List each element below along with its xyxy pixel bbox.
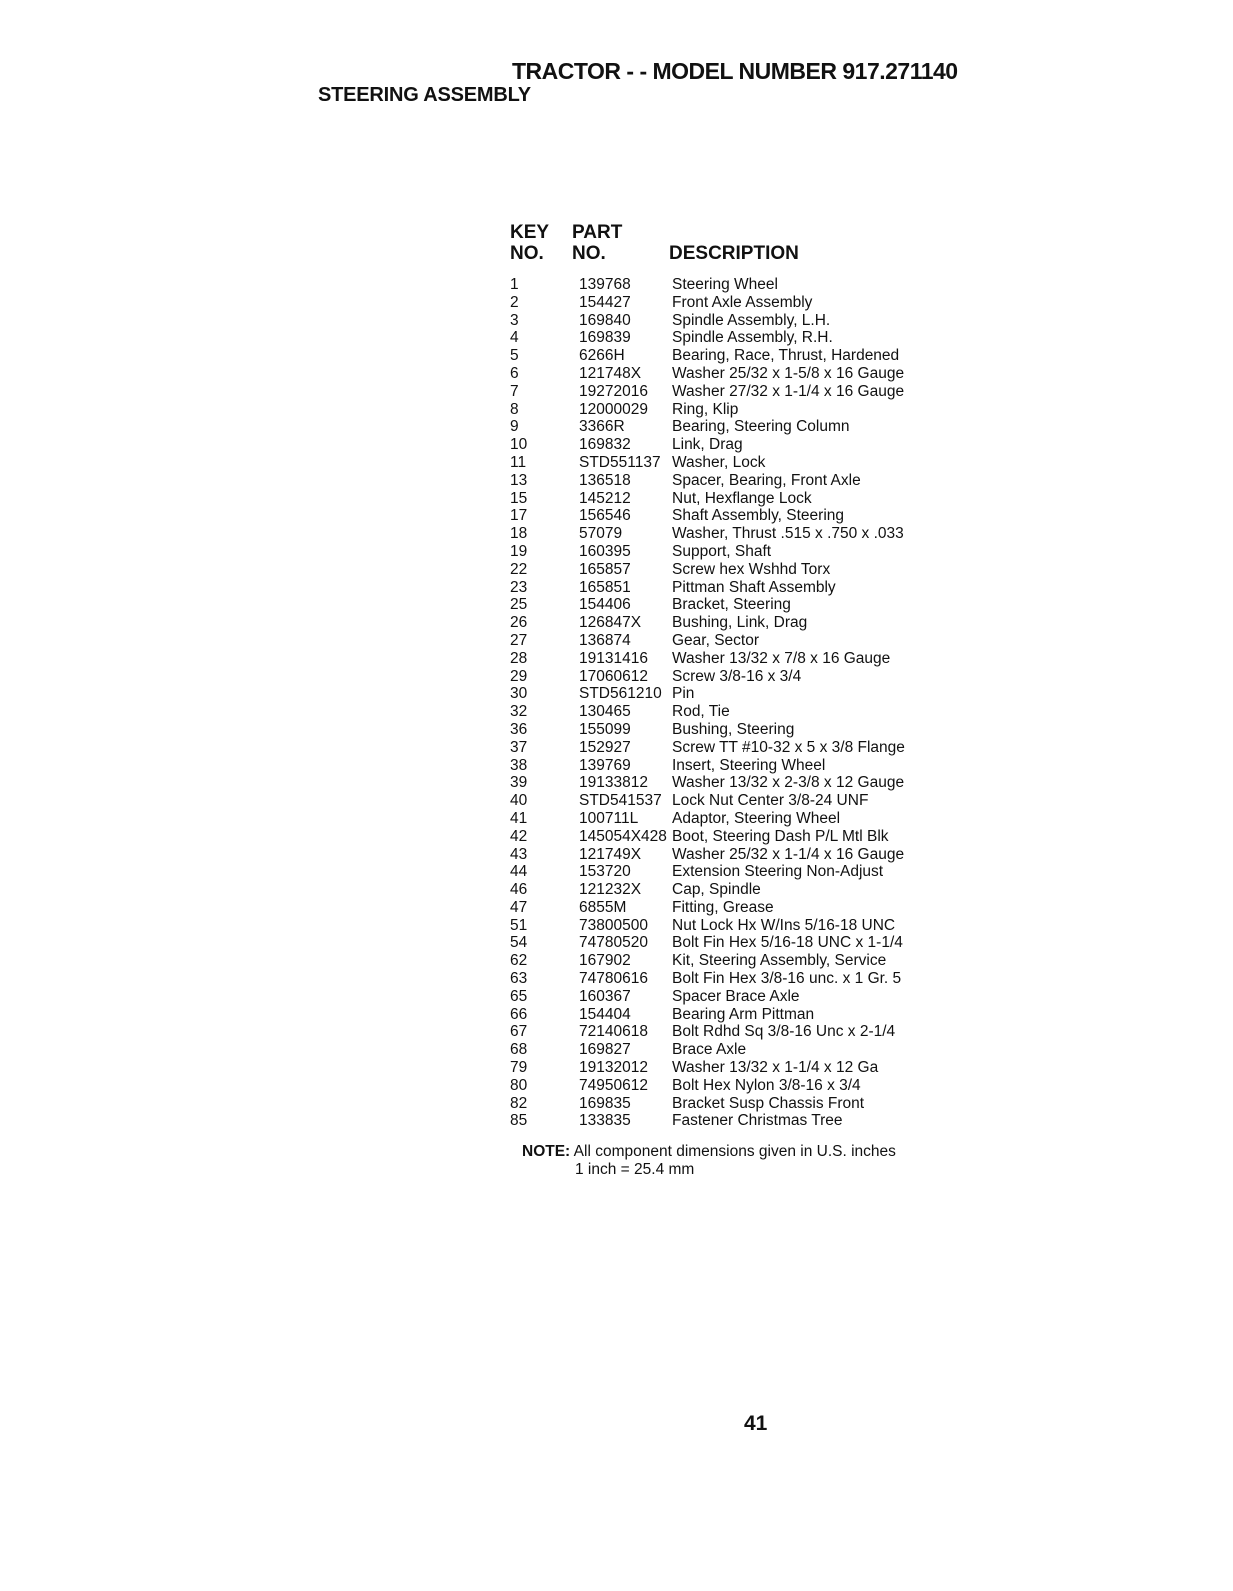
key-number: 8 <box>510 400 519 418</box>
part-number: 73800500 <box>579 916 648 934</box>
key-number: 3 <box>510 311 519 329</box>
part-description: Spacer, Bearing, Front Axle <box>672 471 861 489</box>
key-number: 27 <box>510 631 528 649</box>
part-number: 72140618 <box>579 1023 648 1041</box>
parts-row <box>510 329 950 347</box>
part-number: 74780616 <box>579 970 648 988</box>
key-number: 40 <box>510 792 528 810</box>
key-number: 29 <box>510 667 528 685</box>
part-number: 169832 <box>579 436 631 454</box>
part-description: Adaptor, Steering Wheel <box>672 809 841 827</box>
part-description: Bushing, Steering <box>672 720 795 738</box>
part-number: 153720 <box>579 863 631 881</box>
part-description: Gear, Sector <box>672 631 760 649</box>
parts-row <box>510 846 950 864</box>
part-number: 152927 <box>579 738 631 756</box>
part-description: Washer, Lock <box>672 453 766 471</box>
part-number: 19131416 <box>579 649 648 667</box>
part-description: Washer 13/32 x 1-1/4 x 12 Ga <box>672 1059 879 1077</box>
part-description: Boot, Steering Dash P/L Mtl Blk <box>672 827 889 845</box>
key-number: 66 <box>510 1005 528 1023</box>
part-description: Rod, Tie <box>672 703 730 721</box>
part-number: 160367 <box>579 987 631 1005</box>
part-description: Insert, Steering Wheel <box>672 756 826 774</box>
key-column-header <box>510 222 549 264</box>
parts-row <box>510 828 950 846</box>
part-number: 155099 <box>579 720 631 738</box>
parts-row <box>510 739 950 757</box>
key-number: 38 <box>510 756 528 774</box>
key-number: 47 <box>510 898 528 916</box>
part-description: Pin <box>672 685 695 703</box>
key-number: 6 <box>510 364 519 382</box>
parts-row <box>510 561 950 579</box>
part-number: 6855M <box>579 898 627 916</box>
key-number: 18 <box>510 525 528 543</box>
part-column-header <box>572 222 622 264</box>
part-number: 169835 <box>579 1094 631 1112</box>
parts-row <box>510 1059 950 1077</box>
part-description: Extension Steering Non-Adjust <box>672 863 884 881</box>
part-description: Bearing, Steering Column <box>672 418 850 436</box>
part-number: 136874 <box>579 631 631 649</box>
parts-row <box>510 774 950 792</box>
part-description: Bolt Rdhd Sq 3/8-16 Unc x 2-1/4 <box>672 1023 896 1041</box>
part-number: 57079 <box>579 525 623 543</box>
key-number: 30 <box>510 685 528 703</box>
part-number: 19133812 <box>579 774 648 792</box>
key-number: 1 <box>510 276 519 293</box>
key-number: 28 <box>510 649 528 667</box>
part-description: Bracket, Steering <box>672 596 791 614</box>
part-description: Spindle Assembly, R.H. <box>672 329 833 347</box>
part-number: 169840 <box>579 311 631 329</box>
key-number: 68 <box>510 1041 528 1059</box>
key-number: 37 <box>510 738 528 756</box>
parts-row <box>510 632 950 650</box>
part-description: Washer 27/32 x 1-1/4 x 16 Gauge <box>672 382 905 400</box>
parts-row <box>510 454 950 472</box>
parts-row <box>510 543 950 561</box>
parts-row <box>510 401 950 419</box>
part-description: Washer 25/32 x 1-5/8 x 16 Gauge <box>672 364 905 382</box>
parts-row <box>510 792 950 810</box>
key-header-line2: NO. <box>510 243 544 264</box>
part-number: 169839 <box>579 329 631 347</box>
page-number: 41 <box>744 1412 768 1435</box>
parts-row <box>510 863 950 881</box>
parts-row <box>510 988 950 1006</box>
parts-row <box>510 507 950 525</box>
key-number: 51 <box>510 916 528 934</box>
key-number: 26 <box>510 614 528 632</box>
part-number: 169827 <box>579 1041 631 1059</box>
part-description: Fastener Christmas Tree <box>672 1112 843 1130</box>
parts-row <box>510 917 950 935</box>
parts-row <box>510 881 950 899</box>
part-description: Spindle Assembly, L.H. <box>672 311 831 329</box>
part-number: 165851 <box>579 578 631 596</box>
part-description: Bolt Fin Hex 3/8-16 unc. x 1 Gr. 5 <box>672 970 902 988</box>
parts-row <box>510 596 950 614</box>
key-number: 15 <box>510 489 528 507</box>
part-number: 17060612 <box>579 667 648 685</box>
part-description: Bracket Susp Chassis Front <box>672 1094 865 1112</box>
part-number: 133835 <box>579 1112 631 1130</box>
part-description: Kit, Steering Assembly, Service <box>672 952 887 970</box>
parts-row <box>510 810 950 828</box>
parts-row <box>510 383 950 401</box>
part-number: 19272016 <box>579 382 648 400</box>
parts-row <box>510 685 950 703</box>
parts-row <box>510 703 950 721</box>
parts-row <box>510 472 950 490</box>
part-header-line1: PART <box>572 222 623 243</box>
part-number: 121748X <box>579 364 642 382</box>
part-number: STD561210 <box>579 685 662 703</box>
parts-row <box>510 1112 950 1130</box>
description-column-header: DESCRIPTION <box>669 243 799 264</box>
parts-row <box>510 721 950 739</box>
key-number: 85 <box>510 1112 528 1130</box>
key-number: 44 <box>510 863 528 881</box>
part-description: Nut, Hexflange Lock <box>672 489 812 507</box>
part-number: 121232X <box>579 881 642 899</box>
key-number: 36 <box>510 720 528 738</box>
part-description: Support, Shaft <box>672 542 772 560</box>
key-number: 7 <box>510 382 519 400</box>
part-number: 74950612 <box>579 1076 648 1094</box>
section-title: STEERING ASSEMBLY <box>318 84 531 106</box>
part-number: 3366R <box>579 418 625 436</box>
key-number: 17 <box>510 507 528 525</box>
key-number: 43 <box>510 845 528 863</box>
part-number: 165857 <box>579 560 631 578</box>
key-number: 9 <box>510 418 519 436</box>
part-description: Steering Wheel <box>672 276 778 293</box>
part-description: Washer 13/32 x 2-3/8 x 12 Gauge <box>672 774 905 792</box>
note-text: All component dimensions given in U.S. inches <box>573 1143 896 1160</box>
part-description: Spacer Brace Axle <box>672 987 800 1005</box>
parts-row <box>510 436 950 454</box>
parts-row <box>510 899 950 917</box>
part-description: Shaft Assembly, Steering <box>672 507 845 525</box>
key-number: 54 <box>510 934 528 952</box>
part-description: Bearing Arm Pittman <box>672 1005 815 1023</box>
parts-row <box>510 1006 950 1024</box>
part-description: Brace Axle <box>672 1041 747 1059</box>
key-number: 39 <box>510 774 528 792</box>
part-number: 145212 <box>579 489 631 507</box>
part-number: 154404 <box>579 1005 631 1023</box>
key-number: 82 <box>510 1094 528 1112</box>
key-number: 46 <box>510 881 528 899</box>
parts-row <box>510 276 950 294</box>
part-number: 154427 <box>579 293 631 311</box>
part-number: 139768 <box>579 276 631 293</box>
key-number: 41 <box>510 809 528 827</box>
key-number: 10 <box>510 436 528 454</box>
parts-row <box>510 1023 950 1041</box>
part-number: STD551137 <box>579 453 661 471</box>
page-title: TRACTOR - - MODEL NUMBER 917.271140 <box>512 58 958 84</box>
parts-row <box>510 934 950 952</box>
part-number: STD541537 <box>579 792 662 810</box>
parts-row <box>510 490 950 508</box>
parts-row <box>510 614 950 632</box>
part-description: Bearing, Race, Thrust, Hardened <box>672 347 900 365</box>
key-number: 62 <box>510 952 528 970</box>
part-number: 145054X428 <box>579 827 667 845</box>
part-description: Link, Drag <box>672 436 743 454</box>
parts-list <box>510 276 950 1130</box>
key-number: 63 <box>510 970 528 988</box>
part-description: Bolt Fin Hex 5/16-18 UNC x 1-1/4 <box>672 934 903 952</box>
parts-row <box>510 1077 950 1095</box>
part-number: 130465 <box>579 703 631 721</box>
parts-row <box>510 668 950 686</box>
note <box>522 1143 896 1161</box>
key-number: 42 <box>510 827 528 845</box>
parts-row <box>510 365 950 383</box>
key-header-line1: KEY <box>510 222 550 243</box>
part-description: Ring, Klip <box>672 400 739 418</box>
part-description: Washer 13/32 x 7/8 x 16 Gauge <box>672 649 891 667</box>
part-number: 19132012 <box>579 1059 648 1077</box>
part-description: Bolt Hex Nylon 3/8-16 x 3/4 <box>672 1076 861 1094</box>
part-number: 156546 <box>579 507 631 525</box>
key-number: 23 <box>510 578 528 596</box>
parts-row <box>510 294 950 312</box>
part-number: 136518 <box>579 471 631 489</box>
parts-row <box>510 757 950 775</box>
key-number: 13 <box>510 471 528 489</box>
part-number: 160395 <box>579 542 631 560</box>
part-description: Front Axle Assembly <box>672 293 813 311</box>
part-description: Screw 3/8-16 x 3/4 <box>672 667 802 685</box>
note-label: NOTE: <box>522 1143 571 1160</box>
note-conversion: 1 inch = 25.4 mm <box>575 1161 695 1178</box>
key-number: 4 <box>510 329 519 347</box>
key-number: 79 <box>510 1059 528 1077</box>
part-number: 12000029 <box>579 400 648 418</box>
part-number: 154406 <box>579 596 631 614</box>
parts-row <box>510 1041 950 1059</box>
key-number: 25 <box>510 596 528 614</box>
part-description: Lock Nut Center 3/8-24 UNF <box>672 792 869 810</box>
part-number: 139769 <box>579 756 631 774</box>
parts-row <box>510 312 950 330</box>
part-number: 126847X <box>579 614 642 632</box>
parts-row <box>510 418 950 436</box>
part-description: Fitting, Grease <box>672 898 774 916</box>
part-description: Bushing, Link, Drag <box>672 614 808 632</box>
part-number: 74780520 <box>579 934 648 952</box>
part-description: Screw TT #10-32 x 5 x 3/8 Flange <box>672 738 905 756</box>
part-description: Washer 25/32 x 1-1/4 x 16 Gauge <box>672 845 905 863</box>
key-number: 11 <box>510 453 527 471</box>
part-number: 6266H <box>579 347 625 365</box>
key-number: 22 <box>510 560 528 578</box>
parts-row <box>510 952 950 970</box>
part-description: Screw hex Wshhd Torx <box>672 560 831 578</box>
part-number: 121749X <box>579 845 642 863</box>
key-number: 32 <box>510 703 528 721</box>
key-number: 2 <box>510 293 519 311</box>
parts-row <box>510 1095 950 1113</box>
key-number: 65 <box>510 987 528 1005</box>
parts-row <box>510 525 950 543</box>
key-number: 67 <box>510 1023 528 1041</box>
key-number: 19 <box>510 542 528 560</box>
part-number: 100711L <box>579 809 639 827</box>
parts-row <box>510 970 950 988</box>
key-number: 5 <box>510 347 519 365</box>
part-header-line2: NO. <box>572 243 606 264</box>
part-number: 167902 <box>579 952 631 970</box>
parts-row <box>510 347 950 365</box>
parts-row <box>510 579 950 597</box>
part-description: Cap, Spindle <box>672 881 761 899</box>
part-description: Pittman Shaft Assembly <box>672 578 836 596</box>
part-description: Nut Lock Hx W/Ins 5/16-18 UNC <box>672 916 896 934</box>
part-description: Washer, Thrust .515 x .750 x .033 <box>672 525 904 543</box>
parts-row <box>510 650 950 668</box>
key-number: 80 <box>510 1076 528 1094</box>
